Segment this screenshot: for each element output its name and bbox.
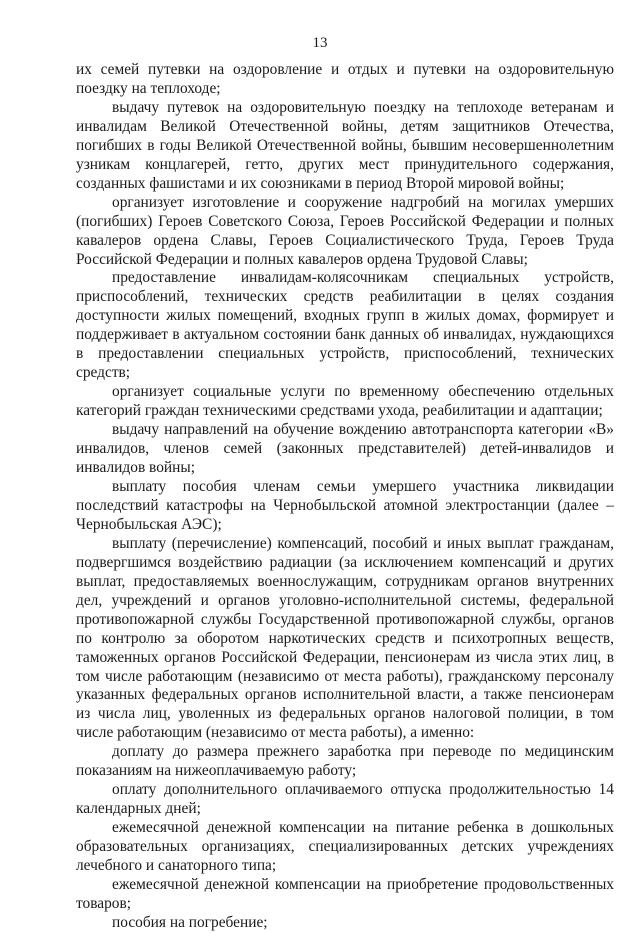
page-number: 13 bbox=[312, 35, 328, 51]
paragraph-salary-supplement: доплату до размера прежнего заработка при переводе по медицинским показаниям на нижеоплачиваемую работу; bbox=[76, 743, 614, 780]
paragraph-chernobyl-allowance: выплату пособия членам семьи умершего участника ликвидации последствий катастрофы на Чернобыльской атомной электростанции (далее – Чернобыльская АЭС); bbox=[76, 477, 614, 533]
paragraph-wheelchair-devices: предоставление инвалидам-колясочникам специальных устройств, приспособлений, технических средств реабилитации в целях создания доступности жилых помещений, входных групп в жилых домах, формирует и поддерживает в актуальном состоянии банк данных об инвалидах, нуждающихся в предоставлении специальных устройств, приспособлений, технических средств; bbox=[76, 269, 614, 382]
paragraph-gravestones: организует изготовление и сооружение надгробий на могилах умерших (погибших) Героев Советского Союза, Героев Российской Федерации и полных кавалеров ордена Славы, Героев Социалистического Труда, Героев Труда Российской Федерации и полных кавалеров ордена Трудовой Славы; bbox=[76, 193, 614, 268]
paragraph-theplokhod-vouchers: выдачу путевок на оздоровительную поездку на теплоходе ветеранам и инвалидам Великой Отечественной войны, детям защитников Отечества, погибших в годы Великой Отечественной войны, бывшим несовершеннолетним узникам концлагерей, гетто, других мест принудительного содержания, созданных фашистами и их союзниками в период Второй мировой войны; bbox=[76, 98, 614, 192]
paragraph-radiation-compensation: выплату (перечисление) компенсаций, пособий и иных выплат гражданам, подвергшимся воздействию радиации (за исключением компенсаций и других выплат, предоставляемых военнослужащим, сотрудникам органов внутренних дел, учреждений и органов уголовно-исполнительной системы, федеральной противопожарной службы Государственной противопожарной службы, органов по контролю за оборотом наркотических средств и психотропных веществ, таможенных органов Российской Федерации, пенсионерам из числа этих лиц, в том числе работающим (независимо от места работы), гражданскому персоналу указанных федеральных органов исполнительной власти, а также пенсионерам из числа лиц, уволенных из федеральных органов налоговой полиции, в том числе работающим (независимо от места работы), а именно: bbox=[76, 534, 614, 742]
paragraph-continued-text: их семей путевки на оздоровление и отдых и путевки на оздоровительную поездку на теплоходе; bbox=[76, 61, 614, 97]
paragraph-food-compensation: ежемесячной денежной компенсации на приобретение продовольственных товаров; bbox=[76, 875, 614, 912]
document-body bbox=[76, 61, 614, 933]
paragraph-funeral-allowance: пособия на погребение; bbox=[112, 913, 268, 931]
paragraph-social-services: организует социальные услуги по временному обеспечению отдельных категорий граждан техническими средствами ухода, реабилитации и адаптации; bbox=[76, 383, 614, 420]
paragraph-additional-leave: оплату дополнительного оплачиваемого отпуска продолжительностью 14 календарных дней; bbox=[76, 781, 614, 818]
paragraph-driving-training: выдачу направлений на обучение вождению автотранспорта категории «В» инвалидов, членов семей (законных представителей) детей-инвалидов и инвалидов войны; bbox=[76, 421, 614, 477]
paragraph-child-nutrition: ежемесячной денежной компенсации на питание ребенка в дошкольных образовательных организациях, специализированных детских учреждениях лечебного и санаторного типа; bbox=[76, 819, 614, 875]
